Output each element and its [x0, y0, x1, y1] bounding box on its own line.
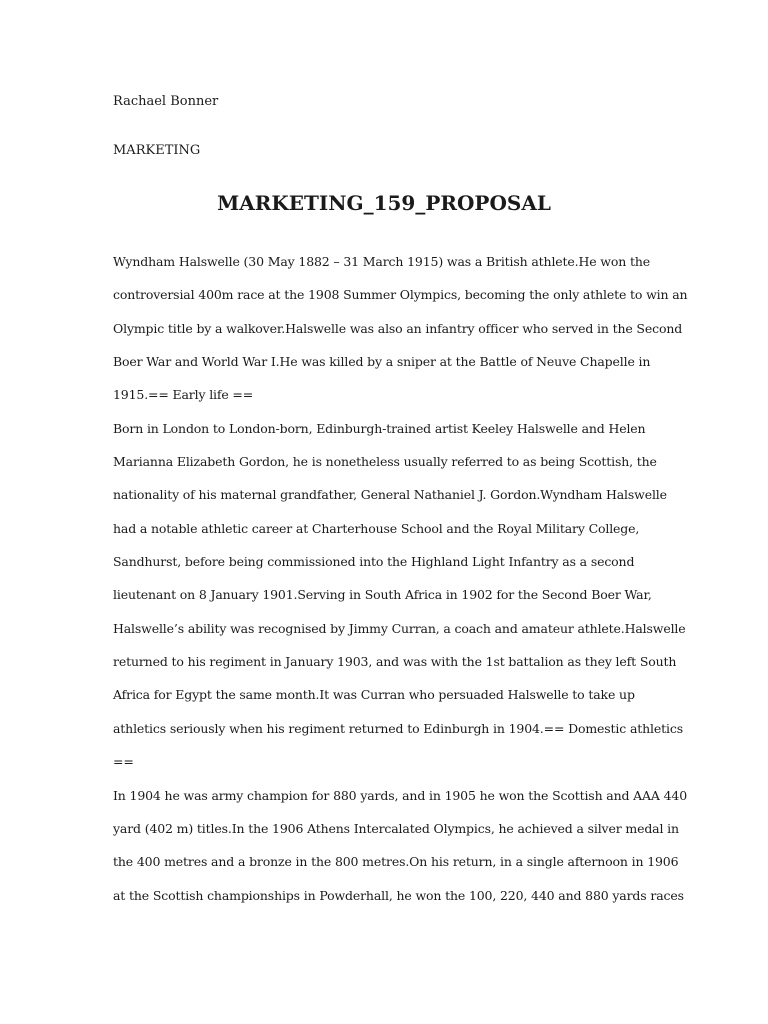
body-line: Marianna Elizabeth Gordon, he is nonetheless usually referred to as being Scottish, the	[113, 454, 657, 469]
document-title: MARKETING_159_PROPOSAL	[217, 191, 551, 215]
body-line: had a notable athletic career at Charterhouse School and the Royal Military College,	[113, 521, 640, 536]
body-line: nationality of his maternal grandfather, General Nathaniel J. Gordon.Wyndham Halswelle	[113, 487, 667, 502]
body-line: at the Scottish championships in Powderhall, he won the 100, 220, 440 and 880 yards races	[113, 888, 684, 903]
body-line: yard (402 m) titles.In the 1906 Athens Intercalated Olympics, he achieved a silver medal in	[113, 821, 679, 836]
body-line: Born in London to London-born, Edinburgh-trained artist Keeley Halswelle and Helen	[113, 421, 646, 436]
body-line: Olympic title by a walkover.Halswelle was also an infantry officer who served in the Second	[113, 321, 683, 336]
body-line: Halswelle’s ability was recognised by Jimmy Curran, a coach and amateur athlete.Halswelle	[113, 621, 686, 636]
body-line: returned to his regiment in January 1903, and was with the 1st battalion as they left South	[113, 654, 677, 669]
body-line: ==	[113, 754, 134, 769]
body-line: athletics seriously when his regiment returned to Edinburgh in 1904.== Domestic athletics	[113, 721, 683, 736]
document-category: MARKETING	[113, 143, 201, 158]
body-line: Africa for Egypt the same month.It was Curran who persuaded Halswelle to take up	[113, 687, 635, 702]
author-name: Rachael Bonner	[113, 94, 219, 109]
body-line: Sandhurst, before being commissioned into the Highland Light Infantry as a second	[113, 554, 635, 569]
body-line: controversial 400m race at the 1908 Summer Olympics, becoming the only athlete to win an	[113, 287, 688, 302]
body-line: 1915.== Early life ==	[113, 387, 254, 402]
body-line: In 1904 he was army champion for 880 yards, and in 1905 he won the Scottish and AAA 440	[113, 788, 688, 803]
body-line: Wyndham Halswelle (30 May 1882 – 31 March 1915) was a British athlete.He won the	[113, 254, 650, 269]
body-line: lieutenant on 8 January 1901.Serving in South Africa in 1902 for the Second Boer War,	[113, 587, 652, 602]
body-line: Boer War and World War I.He was killed by a sniper at the Battle of Neuve Chapelle in	[113, 354, 651, 369]
body-line: the 400 metres and a bronze in the 800 metres.On his return, in a single afternoon in 1906	[113, 854, 679, 869]
